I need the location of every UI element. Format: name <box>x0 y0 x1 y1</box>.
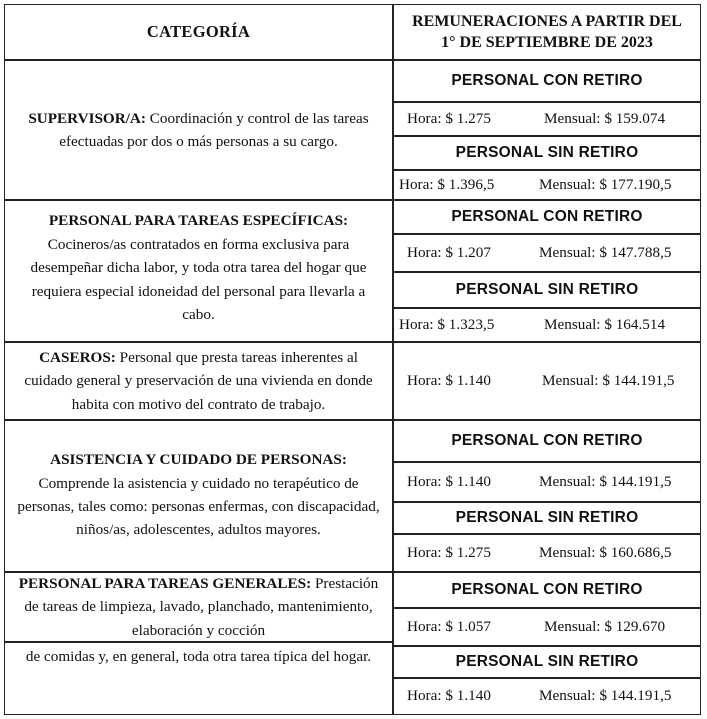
monthly-rate: Mensual: $ 177.190,5 <box>539 176 672 193</box>
category-caseros <box>5 343 392 419</box>
category-description: Comprende la asistencia y cuidado no terapéutico de personas, tales como: personas enfermas, con discapacidad, niños/as, adolescentes, adultos mayores. <box>17 474 380 539</box>
monthly-rate: Mensual: $ 160.686,5 <box>539 544 672 561</box>
label-con-retiro: PERSONAL CON RETIRO <box>451 432 643 449</box>
category-tareas-generales-cont <box>5 643 392 693</box>
monthly-rate: Mensual: $ 144.191,5 <box>542 372 675 389</box>
category-title: ASISTENCIA Y CUIDADO DE PERSONAS: <box>50 451 347 469</box>
pay-values-row <box>394 103 700 135</box>
pay-values-row <box>394 679 700 713</box>
category-title: SUPERVISOR/A: <box>28 109 146 127</box>
hourly-rate: Hora: $ 1.275 <box>407 110 491 127</box>
label-sin-retiro: PERSONAL SIN RETIRO <box>455 653 639 670</box>
pay-values-row <box>394 309 700 341</box>
label-sin-retiro: PERSONAL SIN RETIRO <box>455 509 639 526</box>
hourly-rate: Hora: $ 1.275 <box>407 544 491 561</box>
pay-values-row <box>394 235 700 271</box>
hourly-rate: Hora: $ 1.396,5 <box>399 176 495 193</box>
hourly-rate: Hora: $ 1.323,5 <box>399 316 495 333</box>
label-sin-retiro: PERSONAL SIN RETIRO <box>455 144 639 161</box>
category-description: de comidas y, en general, toda otra tarea típica del hogar. <box>25 648 372 665</box>
category-description: Personal que presta tareas inherentes al cuidado general y preservación de una vivienda en donde habita con motivo del contrato de trabajo. <box>24 348 373 413</box>
category-asistencia-cuidado <box>5 421 392 569</box>
label-con-retiro: PERSONAL CON RETIRO <box>451 581 643 598</box>
hourly-rate: Hora: $ 1.140 <box>407 372 491 389</box>
hourly-rate: Hora: $ 1.207 <box>407 244 491 261</box>
salary-table <box>4 4 701 715</box>
monthly-rate: Mensual: $ 147.788,5 <box>539 244 672 261</box>
pay-values-row <box>394 171 700 199</box>
monthly-rate: Mensual: $ 164.514 <box>544 316 666 333</box>
hourly-rate: Hora: $ 1.057 <box>407 618 491 635</box>
hourly-rate: Hora: $ 1.140 <box>407 473 491 490</box>
monthly-rate: Mensual: $ 144.191,5 <box>539 687 672 704</box>
category-supervisor <box>5 61 392 199</box>
category-tareas-especificas <box>5 201 392 335</box>
pay-values-row <box>394 463 700 501</box>
monthly-rate: Mensual: $ 159.074 <box>544 110 666 127</box>
category-title: PERSONAL PARA TAREAS GENERALES: <box>18 574 312 592</box>
hourly-rate: Hora: $ 1.140 <box>407 687 491 704</box>
category-description: Coordinación y control de las tareas efectuadas por dos o más personas a su cargo. <box>59 109 369 150</box>
pay-values-row <box>394 535 700 571</box>
header-category: CATEGORÍA <box>146 22 251 41</box>
category-description: Prestación de tareas de limpieza, lavado, planchado, mantenimiento, elaboración y cocción <box>24 574 379 639</box>
header-pay-line2: 1° DE SEPTIEMBRE DE 2023 <box>441 34 653 51</box>
category-title: PERSONAL PARA TAREAS ESPECÍFICAS: <box>48 212 349 230</box>
label-con-retiro: PERSONAL CON RETIRO <box>451 208 643 225</box>
pay-values-row <box>394 609 700 645</box>
pay-values-row <box>394 343 700 419</box>
category-tareas-generales <box>5 573 392 641</box>
category-description: Cocineros/as contratados en forma exclusiva para desempeñar dicha labor, y toda otra tarea del hogar que requiera especial idoneidad del personal para llevarla a cabo. <box>30 235 367 324</box>
category-title: CASEROS: <box>39 348 116 366</box>
monthly-rate: Mensual: $ 129.670 <box>544 618 666 635</box>
header-pay-line1: REMUNERACIONES A PARTIR DEL <box>412 13 682 30</box>
header-pay <box>394 5 700 59</box>
monthly-rate: Mensual: $ 144.191,5 <box>539 473 672 490</box>
label-sin-retiro: PERSONAL SIN RETIRO <box>455 281 639 298</box>
label-con-retiro: PERSONAL CON RETIRO <box>451 72 643 89</box>
